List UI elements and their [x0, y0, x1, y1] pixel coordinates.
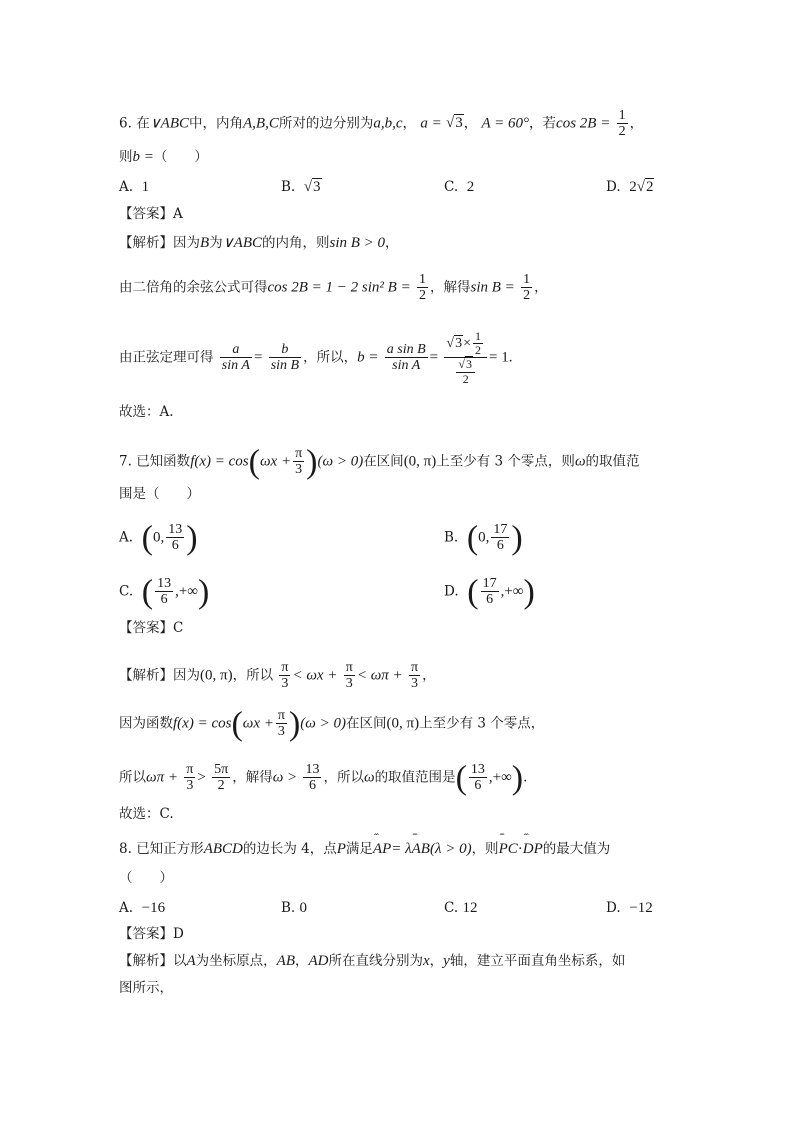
q6-option-b-sqrt: √3: [303, 179, 321, 195]
q8-text: 图所示，: [119, 980, 173, 996]
q6-text: 因为: [173, 235, 200, 251]
q7-text: 的取值范: [585, 453, 640, 470]
q6-frac-den: sin B: [270, 358, 300, 374]
q7-option-c-num: 13: [157, 576, 172, 591]
q6-answer-label: 【答案】: [119, 206, 173, 222]
q6-b-over-sinb: [269, 342, 301, 374]
q7-answer-label: 【答案】: [119, 620, 173, 636]
q6-sides: a,b,c: [373, 115, 403, 132]
q6-text: 则: [119, 149, 133, 165]
q6-stem-line2: [119, 150, 208, 165]
q6-stem-line1: [119, 108, 643, 140]
q8-ad: AD: [308, 953, 329, 969]
q6-half-num: 1: [618, 108, 626, 123]
q7-gt: >: [197, 769, 206, 786]
q7-text: 已知函数: [136, 453, 191, 470]
q6-conclusion: 故选：A.: [119, 404, 174, 420]
q7-pi: π: [345, 660, 353, 675]
q8-x: x: [423, 953, 430, 969]
q6-two: 2: [456, 372, 475, 386]
q7-three: 3: [184, 777, 195, 793]
q8-text: 轴，建立平面直角坐标系，如: [449, 953, 626, 969]
q7-option-d-label: D.: [444, 583, 459, 600]
q7-text: 所以: [119, 769, 146, 786]
q8-paren: （ ）: [119, 870, 173, 886]
q6-answer-val: A: [173, 206, 183, 222]
q7-wx: ωx +: [259, 453, 292, 470]
q6-two: 2: [475, 343, 482, 358]
q6-frac-num: a: [232, 341, 240, 357]
q6-b-eq: b =: [357, 349, 379, 366]
q7-three: 3: [293, 461, 304, 477]
q7-ineq: < ωx +: [292, 667, 338, 684]
q8-option-b-val: 0: [299, 900, 308, 916]
q6-option-c-val: 2: [466, 179, 475, 195]
q8-vec-ab: ˆˆ AB: [412, 842, 430, 857]
q8-text: 的边长为 4，点: [242, 841, 337, 857]
q6-a-val: 3: [455, 115, 463, 132]
q6-option-c[interactable]: [444, 180, 474, 195]
q6-option-b-val: 3: [313, 179, 321, 195]
q6-angles: A,B,C: [243, 115, 279, 132]
q7-func: f(x) = cos: [190, 453, 249, 470]
q7-inf: ,+∞: [488, 769, 512, 786]
q7-three: 3: [409, 675, 420, 691]
q8-text: 以: [173, 953, 187, 969]
q6-option-a-val: 1: [141, 179, 150, 195]
q6-b-eq: b =: [132, 149, 154, 165]
q7-three: 3: [276, 723, 287, 739]
q6-r3: 3: [466, 357, 473, 372]
q7-option-b-den: 6: [491, 537, 509, 553]
q6-result: = 1.: [489, 349, 513, 366]
q7-solution-line3: 所以ωπ + $\frac{\pi}{3}$ > $\frac{5\pi}{2}$ ，解得ω > $\frac{13}{6}$ ，所以ω的取值范围是( $\frac{13}{6}$ ,+∞).: [119, 759, 528, 797]
q7-pi: π: [295, 446, 303, 461]
q7-conclusion: 故选：C.: [119, 806, 174, 822]
q7-text: ，解得: [232, 769, 273, 786]
q8-option-b[interactable]: [281, 901, 307, 916]
q7-number: 7.: [119, 453, 132, 470]
q6-half-den: 2: [523, 288, 531, 304]
q7-option-a-num: 13: [168, 522, 183, 537]
q8-cond: (λ > 0): [429, 841, 472, 857]
q7-answer: [119, 622, 183, 636]
q7-omega: ω: [363, 769, 375, 786]
q6-half: [417, 272, 428, 304]
q8-stem-line2: [119, 872, 173, 886]
q6-option-d-sqrt: √2: [636, 179, 654, 195]
q8-option-d[interactable]: [606, 901, 653, 916]
q7-text: 在区间: [363, 453, 404, 470]
q7-text: ，: [422, 667, 436, 684]
q6-half: [617, 108, 628, 140]
q6-paren: （ ）: [153, 149, 208, 165]
q8-answer-val: D: [173, 926, 184, 942]
q7-13: 13: [470, 762, 485, 777]
q6-compound-num: √3× $\frac{1}{2}$: [446, 329, 482, 358]
q8-text: 为坐标原点，: [195, 953, 277, 969]
q8-point: P: [336, 841, 346, 857]
q8-text: ，: [429, 953, 444, 969]
q7-three: 3: [344, 675, 355, 691]
q7-option-a-label: A.: [119, 529, 134, 546]
q8-solution-line2: [119, 982, 173, 996]
q6-frac-num: a sin B: [386, 341, 426, 357]
q8-option-a-val: −16: [141, 900, 166, 916]
q6-compound-den: $\frac{√3}{2}$: [444, 357, 487, 385]
q8-answer-label: 【答案】: [119, 926, 173, 942]
q6-text: 由正弦定理可得: [119, 349, 214, 366]
q7-option-d-den: 6: [481, 591, 499, 607]
q7-text: 因为函数: [119, 715, 173, 732]
q8-text: ，则: [471, 841, 499, 857]
q7-cond: (ω > 0): [300, 715, 346, 732]
q6-half-num: 1: [419, 272, 426, 287]
q6-text: ，: [629, 115, 644, 132]
q6-text: ，若: [529, 115, 557, 132]
q6-number: 6.: [119, 115, 132, 132]
q6-text: 中，内角: [189, 115, 243, 132]
q6-compound-frac: [444, 330, 487, 386]
q7-ineq: < ωπ +: [356, 667, 403, 684]
q6-frac-den: sin A: [385, 357, 428, 373]
q7-func: f(x) = cos: [173, 715, 232, 732]
q7-option-a[interactable]: A. (0, $\frac{13}{6}$ ): [119, 519, 198, 557]
q7-6: 6: [303, 777, 321, 793]
q8-text: 满足: [345, 841, 373, 857]
q8-square: ABCD: [203, 841, 243, 857]
q8-solution-label: 【解析】: [119, 953, 173, 969]
q8-vec-dp: ˆˆ DP: [523, 842, 543, 857]
q6-solution-line1: [119, 236, 399, 251]
q6-option-c-label: C.: [444, 179, 459, 195]
q7-interval: (0, π): [386, 715, 420, 732]
q7-option-b-num: 17: [493, 522, 508, 537]
q6-text: ，: [385, 235, 399, 251]
q7-interval: (0, π): [403, 453, 437, 470]
q6-option-a-label: A.: [119, 179, 134, 195]
q7-option-a-den: 6: [166, 537, 184, 553]
q6-text: 为: [209, 235, 223, 251]
q7-option-d-right: ,+∞: [500, 583, 524, 600]
q6-answer: [119, 208, 183, 222]
q7-solution-label: 【解析】: [119, 667, 173, 684]
q6-option-a[interactable]: [119, 180, 149, 195]
q7-wpi: ωπ +: [146, 769, 178, 786]
q7-wx: ωx +: [242, 715, 274, 732]
q7-stem-line1: 7. 已知函数f(x) = cos(ωx + $\frac{\pi}{3}$ )(ω > 0)在区间(0, π)上至少有 3 个零点，则ω的取值范: [119, 443, 640, 481]
q7-three: 3: [279, 675, 290, 691]
q6-cos-formula: cos 2B = 1 − 2 sin² B =: [267, 279, 411, 296]
q6-triangle: ∨ABC: [149, 115, 189, 132]
q8-vec-ap: ˆˆ AP: [373, 842, 391, 857]
q6-sinb-pos: sin B > 0: [329, 235, 386, 251]
q6-sep: ，: [402, 115, 417, 132]
q8-option-d-label: D.: [606, 900, 621, 916]
q7-option-c-right: ,+∞: [175, 583, 198, 600]
q6-half-den: 2: [419, 288, 426, 304]
q6-option-d-rad: 2: [645, 179, 654, 195]
q8-point-a: A: [186, 953, 196, 969]
q6-one: 1: [475, 329, 482, 343]
q6-text: ，: [534, 279, 548, 296]
q7-two: 2: [212, 777, 230, 793]
q7-option-d-num: 17: [482, 576, 497, 591]
q7-interval: (0, π): [200, 667, 233, 684]
q6-option-b-label: B.: [281, 179, 296, 195]
q7-option-d[interactable]: D. ( $\frac{17}{6}$ ,+∞): [444, 573, 535, 611]
q8-answer: [119, 928, 184, 942]
q7-option-c[interactable]: C. ( $\frac{13}{6}$ ,+∞): [119, 573, 210, 611]
q7-text: ，所以: [323, 769, 364, 786]
q8-text: ，: [295, 953, 309, 969]
q6-half-den: 2: [618, 124, 626, 140]
q6-solution-line3: 由正弦定理可得 $\frac{a}{\text{sin A}}$ = $\frac{b}{\text{sin B}}$ ，所以，b = $\frac{\text{a sin B}}{\text{sin A}}$ = √3× $\frac{1}{2}$ $\frac{√3}{2}$ = 1.: [119, 329, 513, 386]
q6-cos2b: cos 2B =: [556, 115, 611, 132]
q7-solution-line1: [119, 660, 436, 692]
q8-option-c[interactable]: [444, 901, 477, 916]
q7-text: ，所以: [232, 667, 274, 684]
q8-option-b-label: B.: [281, 900, 296, 916]
q6-option-d-coef: 2: [629, 179, 637, 195]
q6-var: B: [200, 235, 210, 251]
q8-eq: = λ: [391, 841, 412, 857]
q7-stem-line2: [119, 488, 200, 502]
q6-frac-num: b: [281, 341, 289, 357]
q6-text: 由二倍角的余弦公式可得: [119, 279, 268, 296]
q6-A-eq: A = 60°: [481, 115, 530, 132]
q6-solution-label: 【解析】: [119, 235, 173, 251]
q8-text: 的最大值为: [542, 841, 611, 857]
q8-ab: AB: [276, 953, 295, 969]
q8-text: 已知正方形: [136, 841, 204, 857]
q6-a-lhs: a =: [420, 115, 442, 132]
q6-text: 所对的边分别为: [278, 115, 374, 132]
q8-vec-pc: ˆˆ PC: [499, 842, 518, 857]
q6-half: [521, 272, 532, 304]
q7-option-c-label: C.: [119, 583, 134, 600]
q7-text: 围是（ ）: [119, 486, 200, 502]
q7-text: .: [523, 769, 528, 786]
q6-sinb-eq: sin B =: [470, 279, 515, 296]
q7-6: 6: [469, 777, 487, 793]
q7-omega-gt: ω >: [272, 769, 298, 786]
q7-pi: π: [186, 762, 194, 777]
q7-pi: π: [281, 660, 289, 675]
q7-option-c-den: 6: [155, 591, 173, 607]
q8-solution-line1: [119, 954, 625, 969]
q7-option-b-left: 0,: [478, 529, 490, 546]
q7-option-b[interactable]: B. (0, $\frac{17}{6}$ ): [444, 519, 523, 557]
q6-times: ×: [463, 335, 472, 351]
q7-option-b-label: B.: [444, 529, 459, 546]
q7-omega: ω: [574, 453, 586, 470]
q6-sep: ，: [463, 115, 478, 132]
q8-option-a[interactable]: [119, 901, 165, 916]
q6-option-d[interactable]: [606, 180, 654, 195]
q8-option-c-val: 12: [462, 900, 478, 916]
q7-pi: π: [277, 708, 285, 723]
q7-pi: π: [410, 660, 419, 675]
q8-y: y: [443, 953, 450, 969]
q7-text: 因为: [173, 667, 200, 684]
q6-frac-den: sin A: [221, 358, 250, 374]
q8-dot: ·: [517, 841, 523, 857]
q6-r3: 3: [455, 335, 463, 351]
q7-5pi: 5π: [214, 762, 229, 777]
q7-text: 在区间: [346, 715, 387, 732]
q8-number: 8.: [119, 841, 132, 857]
q7-text: 上至少有 3 个零点，则: [436, 453, 575, 470]
q7-13: 13: [305, 762, 320, 777]
q6-triangle: ∨ABC: [222, 235, 262, 251]
q7-option-a-left: 0,: [152, 529, 165, 546]
q8-text: 所在直线分别为: [328, 953, 423, 969]
q6-solution-line4: [119, 406, 174, 420]
q6-half-num: 1: [523, 272, 531, 287]
q6-solution-line2: [119, 272, 548, 304]
q8-stem-line1: [119, 842, 610, 857]
q6-option-b[interactable]: [281, 180, 322, 195]
q6-sqrt3: √3: [445, 115, 463, 132]
q6-text: 在: [136, 115, 150, 132]
q6-option-d-label: D.: [606, 179, 621, 195]
q7-solution-line4: [119, 808, 174, 822]
q8-option-d-val: −12: [629, 900, 653, 916]
q8-option-a-label: A.: [119, 900, 134, 916]
q7-answer-val: C: [173, 620, 184, 636]
q6-asinb-over-sina: [385, 342, 428, 374]
q6-a-over-sina: [220, 342, 252, 374]
q6-text: 的内角，则: [261, 235, 330, 251]
q7-solution-line2: 因为函数f(x) = cos(ωx + $\frac{\pi}{3}$ )(ω > 0)在区间(0, π)上至少有 3 个零点，: [119, 705, 545, 743]
q8-option-c-label: C.: [444, 900, 459, 916]
q7-text: 上至少有 3 个零点，: [419, 715, 545, 732]
q6-text: ，解得: [430, 279, 471, 296]
q7-text: 的取值范围是: [374, 769, 456, 786]
q7-cond: (ω > 0): [317, 453, 364, 470]
q6-text: ，所以，: [303, 349, 358, 366]
